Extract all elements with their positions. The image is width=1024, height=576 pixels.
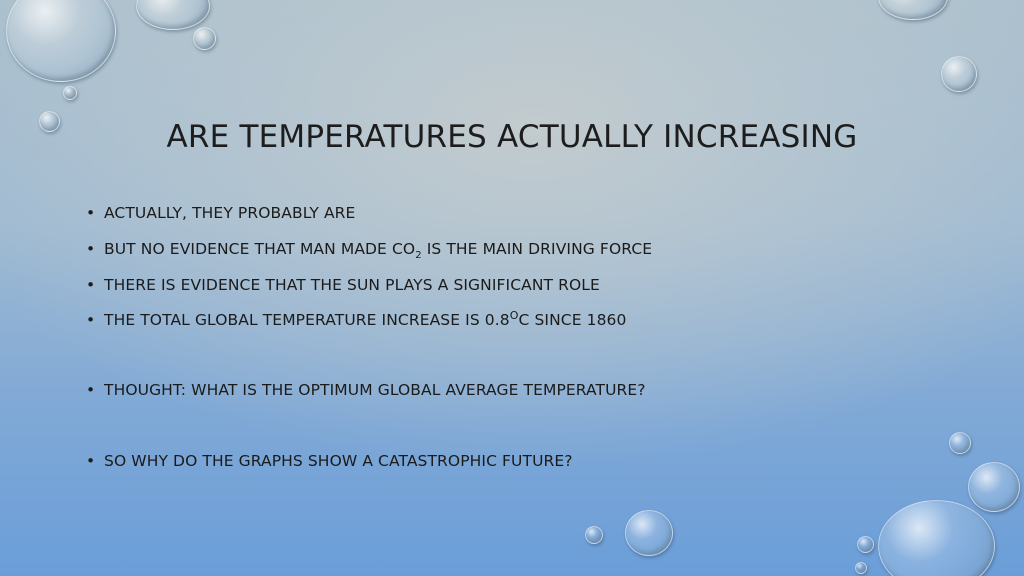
bullet-text: IS THE MAIN DRIVING FORCE bbox=[421, 240, 653, 258]
water-droplet bbox=[136, 0, 210, 30]
bullet-marker: • bbox=[86, 452, 96, 470]
bullet-item bbox=[86, 311, 626, 329]
water-droplet bbox=[625, 510, 673, 556]
water-droplet bbox=[949, 432, 971, 454]
bullet-text: C SINCE 1860 bbox=[518, 311, 627, 329]
slide-title: ARE TEMPERATURES ACTUALLY INCREASING bbox=[166, 118, 858, 155]
water-droplet bbox=[6, 0, 116, 82]
water-droplet bbox=[63, 86, 77, 100]
bullet-item bbox=[86, 276, 600, 294]
bullet-marker: • bbox=[86, 381, 96, 399]
subscript-2: 2 bbox=[415, 250, 422, 261]
water-droplet bbox=[193, 27, 216, 50]
bullet-item bbox=[86, 381, 646, 399]
water-droplet bbox=[585, 526, 603, 544]
bullet-text: BUT NO EVIDENCE THAT MAN MADE CO bbox=[104, 240, 416, 258]
bullet-text: ACTUALLY, THEY PROBABLY ARE bbox=[104, 204, 356, 222]
bullet-marker: • bbox=[86, 276, 96, 294]
water-droplet bbox=[878, 0, 948, 20]
bullet-marker: • bbox=[86, 311, 96, 329]
water-droplet bbox=[878, 500, 995, 576]
water-droplet bbox=[968, 462, 1020, 512]
bullet-marker: • bbox=[86, 204, 96, 222]
bullet-text: THERE IS EVIDENCE THAT THE SUN PLAYS A SIGNIFICANT ROLE bbox=[104, 276, 600, 294]
bullet-marker: • bbox=[86, 240, 96, 258]
bullet-text: THE TOTAL GLOBAL TEMPERATURE INCREASE IS 0.8 bbox=[104, 311, 510, 329]
bullet-item bbox=[86, 452, 573, 470]
bullet-text: THOUGHT: WHAT IS THE OPTIMUM GLOBAL AVERAGE TEMPERATURE? bbox=[104, 381, 646, 399]
water-droplet bbox=[855, 562, 867, 574]
degree-superscript: O bbox=[509, 309, 519, 322]
bullet-item bbox=[86, 240, 653, 261]
bullet-text: SO WHY DO THE GRAPHS SHOW A CATASTROPHIC FUTURE? bbox=[104, 452, 573, 470]
water-droplet bbox=[857, 536, 874, 553]
bullet-item bbox=[86, 204, 355, 222]
water-droplet bbox=[941, 56, 977, 92]
